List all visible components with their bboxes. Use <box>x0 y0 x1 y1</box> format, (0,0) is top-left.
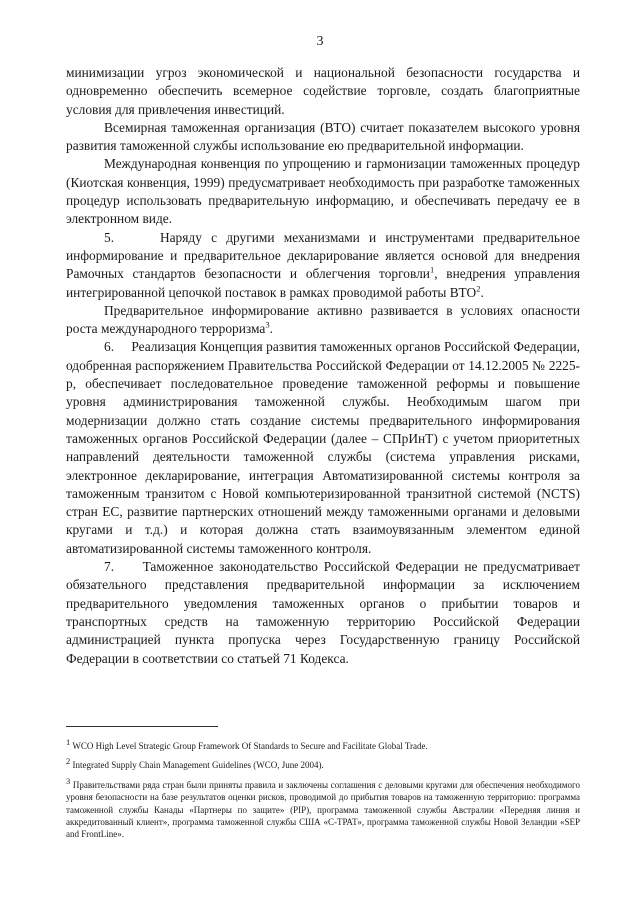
footnote: $^2$ Integrated Supply Chain Management Guidelines (WCO, June 2004). <box>66 756 324 771</box>
footnote-separator <box>66 726 218 727</box>
footnote-ref: 2 <box>476 283 481 294</box>
paragraph-item-7: 7. Таможенное законодательство Российской Федерации не предусматривает обязательного представления предварительной информации за исключением предварительного уведомления таможенных органов о прибытии товаров и транспортных средств на таможенную территорию Российской Федерации администрацией пункта пропуска через Государственную границу Российской Федерации в соответствии со статьей 71 Кодекса. <box>66 559 580 666</box>
page-number: 3 <box>316 34 324 49</box>
footnotes <box>66 737 581 848</box>
footnote: $^1$ WCO High Level Strategic Group Framework Of Standards to Secure and Facilitate Global Trade. <box>66 737 428 751</box>
body-text <box>66 64 580 668</box>
paragraph: минимизации угроз экономической и национальной безопасности государства и одновременно обеспечить всемерное содействие торговле, создать благоприятные условия для привлечения инвестиций. <box>66 65 580 117</box>
paragraph: Предварительное информирование активно развивается в условиях опасности роста международного терроризма$^3$. <box>66 302 580 337</box>
footnote: $^3$ Правительствами ряда стран были приняты правила и заключены соглашения с деловыми кругами для обеспечения необходимого уровня безопасности на базе результатов оценки рисков, проводимой до прибытия товаров на таможенную территорию: программа таможенной службы Канады «Партнеры по защите» (PIP), программа таможенной службы Австралии «Передняя линия и аккредитованный клиент», программа таможенной службы США «С-ТРАТ», программа таможенной службы Новой Зеландии «SEP and FrontLine». <box>66 775 581 840</box>
paragraph: Международная конвенция по упрощению и гармонизации таможенных процедур (Киотская конвенция, 1999) предусматривает необходимость при разработке таможенных процедур использовать предварительную информацию, и обеспечивать передачу ее в электронном виде. <box>66 156 580 227</box>
paragraph-item-5: 5. Наряду с другими механизмами и инструментами предварительное информирование и предварительное декларирование является основой для внедрения Рамочных стандартов безопасности и облегчения торговли$^1$, внедрения управления интегрированной цепочкой поставок в рамках проводимой работы ВТО$^2$. <box>66 229 580 300</box>
footnote-ref: 3 <box>265 319 270 330</box>
paragraph: Всемирная таможенная организация (ВТО) считает показателем высокого уровня развития таможенной службы использование ею предварительной информации. <box>66 119 580 154</box>
footnote-ref: 1 <box>429 264 435 275</box>
paragraph-item-6: 6. Реализация Концепция развития таможенных органов Российской Федерации, одобренная распоряжением Правительства Российской Федерации от 14.12.2005 № 2225-р, обеспечивает последовательное проведение таможенной реформы и повышение уровня администрирования таможенной службы. Необходимым шагом при модернизации должно стать создание системы предварительного информирования таможенных органов Российской Федерации (далее – СПрИнТ) с учетом приоритетных направлений деятельности таможенной службы (система управления рисками, электронное декларирование, интеграция Автоматизированной системы контроля за таможенным транзитом с Новой компьютеризированной транзитной системой (NCTS) стран ЕС, развитие партнерских отношений между таможенными органами и деловыми кругами и т.д.) и которая должна стать взаимоувязанным элементом единой автоматизированной системы таможенного контроля. <box>66 339 580 556</box>
